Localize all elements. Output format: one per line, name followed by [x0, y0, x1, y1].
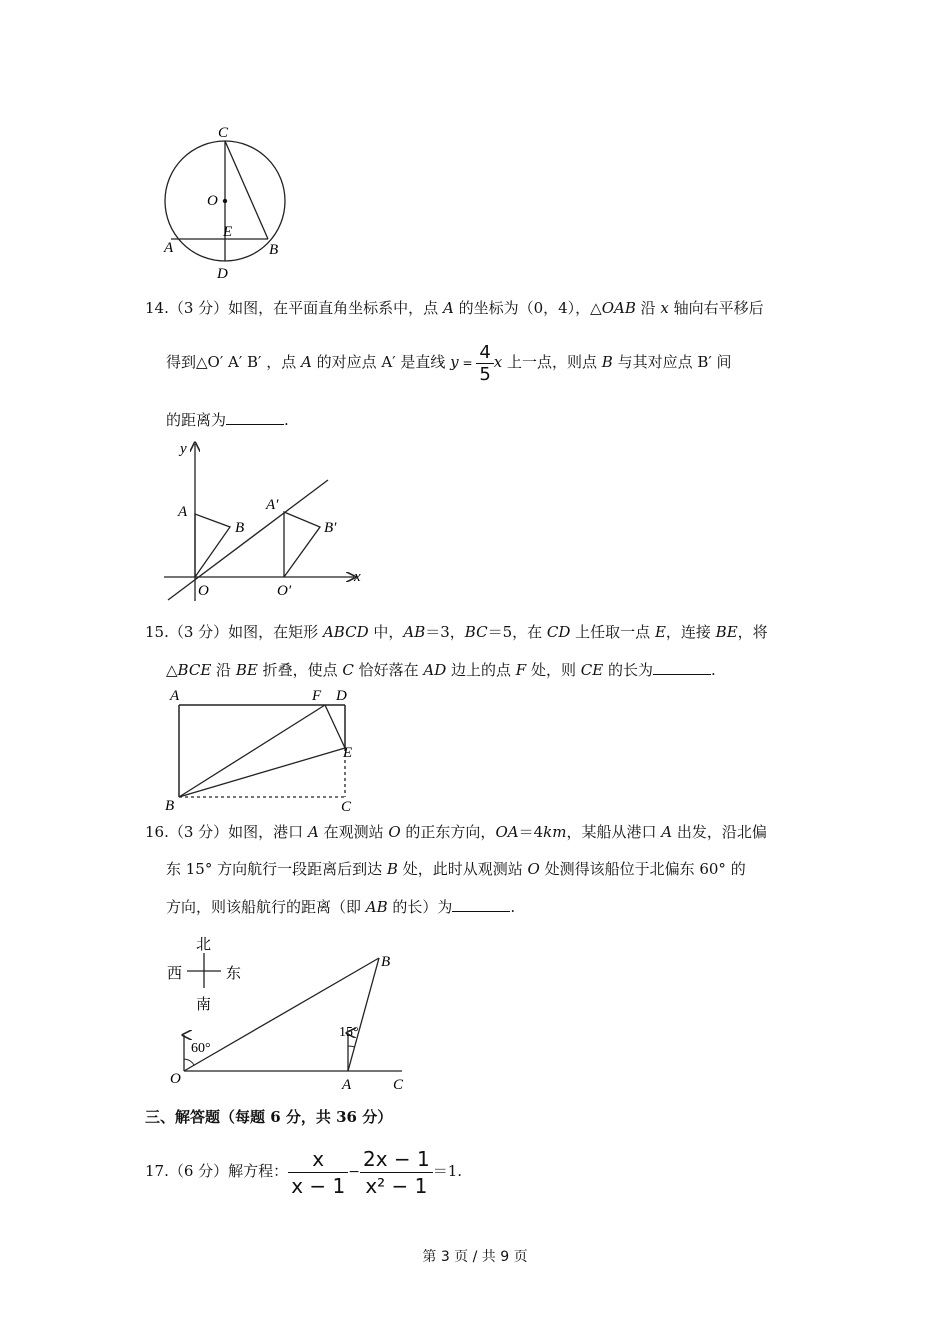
text: 的坐标为（0，4），△ — [453, 299, 602, 317]
text: 中， — [368, 623, 404, 641]
var-y: y — [450, 353, 459, 371]
text: 边上的点 — [446, 661, 516, 679]
q15-number: 15. — [145, 623, 169, 641]
triangle-oab — [195, 514, 230, 577]
section-3-heading: 三、解答题（每题 6 分，共 36 分） — [145, 1108, 393, 1126]
text: 折叠，使点 — [257, 661, 343, 679]
label-a: A — [170, 688, 180, 704]
q14-line3 — [166, 410, 289, 430]
text: 沿 — [211, 661, 236, 679]
var: BC — [464, 623, 488, 641]
var: CE — [580, 661, 604, 679]
label-c: C — [393, 1077, 404, 1093]
q15-score: （3 分） — [168, 623, 229, 641]
text: 轴向右平移后 — [668, 299, 764, 317]
q17-line — [145, 1142, 462, 1201]
text: 与其对应点 B′ 间 — [612, 353, 732, 371]
compass-east: 东 — [226, 966, 242, 982]
text: 解方程： — [228, 1162, 289, 1180]
period: . — [284, 411, 289, 429]
text: ＝4 — [518, 823, 544, 841]
compass-west: 西 — [167, 966, 183, 982]
label-b: B — [269, 242, 279, 258]
label-a: A — [178, 504, 188, 520]
fraction-4-5 — [476, 342, 493, 385]
var: E — [654, 623, 666, 641]
var-x: x — [660, 299, 669, 317]
q14-line2 — [166, 340, 732, 385]
q16-line2 — [166, 859, 746, 879]
label-o: O — [207, 193, 218, 209]
label-d: D — [217, 266, 228, 282]
segment-fe — [325, 705, 345, 748]
var-x: x — [493, 353, 503, 371]
minus-sign: − — [348, 1164, 360, 1180]
var-a: A — [442, 299, 454, 317]
label-d: D — [336, 688, 347, 704]
page-footer: 第 3 页 / 共 9 页 — [422, 1249, 528, 1265]
text: 如图，港口 — [228, 823, 308, 841]
text: ，连接 — [665, 623, 716, 641]
label-o-prime: O′ — [277, 583, 292, 599]
text: ＝3， — [425, 623, 465, 641]
q15-line2 — [166, 660, 716, 680]
denominator: x − 1 — [291, 1173, 346, 1198]
angle-arc-60 — [184, 1059, 194, 1065]
label-x: x — [354, 569, 361, 585]
text: 的长）为 — [387, 898, 453, 916]
numerator: 2x − 1 — [360, 1146, 433, 1173]
var: OA — [495, 823, 519, 841]
var: O — [527, 860, 540, 878]
text: = — [458, 356, 477, 370]
text: 的对应点 A′ 是直线 — [311, 353, 451, 371]
q16-line3 — [166, 897, 515, 917]
figure-q14-coordinate — [160, 438, 370, 603]
q15-line1 — [145, 622, 768, 642]
label-o: O — [170, 1071, 181, 1087]
text: 处，此时从观测站 — [397, 860, 528, 878]
denominator: x² − 1 — [365, 1173, 428, 1198]
label-c: C — [341, 799, 352, 814]
var: AB — [365, 898, 388, 916]
label-y: y — [180, 441, 187, 457]
var: BE — [715, 623, 738, 641]
label-b: B — [381, 954, 391, 970]
answer-blank[interactable] — [653, 660, 711, 675]
q17-number: 17. — [145, 1162, 169, 1180]
text: 的正东方向， — [400, 823, 496, 841]
text: 如图，在矩形 — [228, 623, 323, 641]
text: 上一点，则点 — [502, 353, 602, 371]
text: ，某船从港口 — [566, 823, 662, 841]
fraction-2 — [360, 1146, 433, 1199]
var: BCE — [177, 661, 212, 679]
q14-line1 — [145, 298, 764, 318]
label-e: E — [223, 224, 233, 240]
label-b: B — [165, 798, 175, 814]
var: A — [307, 823, 319, 841]
q17-score: （6 分） — [168, 1162, 229, 1180]
var: B — [386, 860, 398, 878]
unit: km — [543, 823, 567, 841]
q14-number: 14. — [145, 299, 169, 317]
text: 恰好落在 — [353, 661, 424, 679]
compass-north: 北 — [196, 937, 212, 953]
label-a-prime: A′ — [266, 497, 279, 513]
angle-15-label: 15° — [339, 1025, 359, 1040]
q16-score: （3 分） — [168, 823, 229, 841]
segment-ob — [184, 958, 379, 1071]
denominator: 5 — [479, 363, 491, 385]
var: ABCD — [322, 623, 369, 641]
label-c: C — [218, 125, 229, 141]
text: 的距离为 — [166, 411, 227, 429]
label-b: B — [235, 520, 245, 536]
text: 得到△O′ A′ B′ ，点 — [166, 353, 301, 371]
text: 出发，沿北偏 — [672, 823, 767, 841]
text: △ — [166, 661, 178, 679]
q16-line1 — [145, 822, 767, 842]
var: BE — [235, 661, 258, 679]
label-o: O — [198, 583, 209, 599]
text: 方向，则该船航行的距离（即 — [166, 898, 366, 916]
text: 在观测站 — [318, 823, 389, 841]
label-a: A — [342, 1077, 352, 1093]
var-a: A — [300, 353, 312, 371]
answer-blank[interactable] — [452, 897, 510, 912]
var-oab: OAB — [601, 299, 636, 317]
text: 的长为 — [603, 661, 653, 679]
segment-be — [179, 748, 345, 797]
angle-arc-15 — [348, 1046, 355, 1047]
figure-q16-navigation — [160, 928, 420, 1093]
label-b-prime: B′ — [324, 520, 337, 536]
text: ，将 — [737, 623, 768, 641]
text: 上任取一点 — [570, 623, 655, 641]
numerator: x — [288, 1146, 348, 1173]
var: AB — [403, 623, 426, 641]
var: O — [388, 823, 401, 841]
figure-q15-rectangle — [160, 684, 370, 814]
label-a: A — [164, 240, 174, 256]
q16-number: 16. — [145, 823, 169, 841]
fraction-1 — [288, 1146, 348, 1199]
var: C — [342, 661, 354, 679]
segment-bf — [179, 705, 325, 797]
text: 如图，在平面直角坐标系中，点 — [228, 299, 443, 317]
text: 沿 — [635, 299, 661, 317]
var: F — [515, 661, 527, 679]
var-b: B — [601, 353, 613, 371]
text: ＝5，在 — [487, 623, 547, 641]
label-f: F — [312, 688, 322, 704]
segment-ab — [348, 958, 379, 1071]
figure-q13-circle — [155, 120, 300, 285]
text: ＝1. — [432, 1162, 463, 1180]
label-e: E — [343, 745, 353, 761]
period: . — [710, 661, 716, 679]
answer-blank[interactable] — [226, 410, 284, 425]
period: . — [510, 898, 516, 916]
text: 处，则 — [526, 661, 581, 679]
var: AD — [423, 661, 447, 679]
var: A — [661, 823, 673, 841]
line-y-4-5x — [168, 480, 328, 600]
compass-south: 南 — [196, 997, 212, 1013]
numerator: 4 — [476, 342, 493, 364]
angle-60-label: 60° — [191, 1041, 211, 1056]
triangle-o2a2b2 — [284, 512, 320, 577]
q14-score: （3 分） — [168, 299, 229, 317]
center-dot — [223, 199, 227, 203]
var: CD — [546, 623, 571, 641]
text: 处测得该船位于北偏东 60° 的 — [539, 860, 746, 878]
text: 东 15° 方向航行一段距离后到达 — [166, 860, 387, 878]
